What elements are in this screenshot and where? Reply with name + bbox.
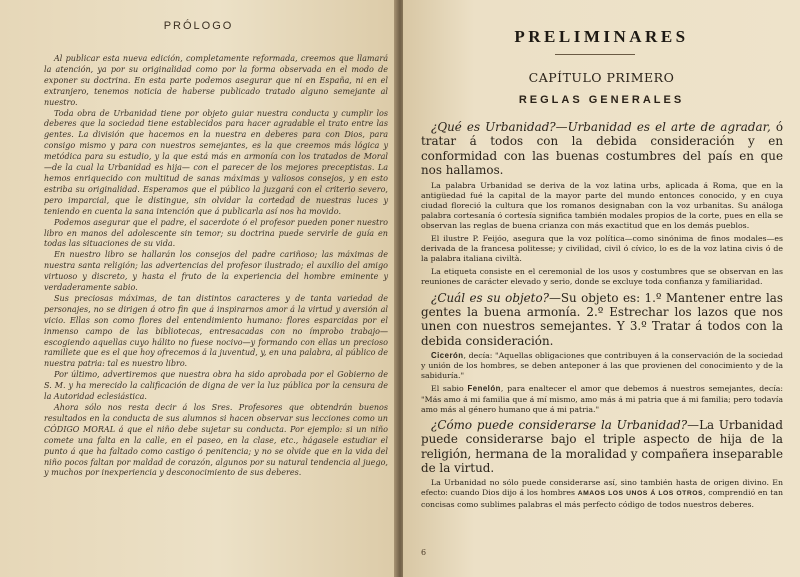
prologue-paragraph: Sus preciosas máximas, de tan distintos caracteres y de tanta variedad de personajes, no se dirigen á otro fin que á inspirarnos amor á la virtud y aversión al vicio. Ellas son como flores del entendimiento humano: flores esparcidas por el inmenso campo de las bibliotecas, entresacadas con no ímprobo trabajo—escogiendo aquellas cuyo hálito no fuese nocivo—y formando con ellas un precioso ramillete que es el que hoy ofrecemos á la juventud, y, en una palabra, al público de nuestra patria: tal es nuestro libro. — [44, 293, 388, 369]
question-text: ¿Cómo puede considerarse la Urbanidad?— — [431, 417, 700, 432]
note-paragraph — [421, 478, 783, 509]
right-page — [403, 0, 800, 577]
author-name: Fenelón — [467, 384, 501, 394]
author-name: Cicerón — [431, 351, 464, 361]
note-text: La Urbanidad no sólo puede considerarse así, sino también hasta de origen divino. En efecto: cuando Dios dijo á los hombres — [421, 478, 783, 498]
question-considerarse — [421, 418, 783, 476]
quote-text: , decía: "Aquellas obligaciones que contribuyen á la conservación de la sociedad y unión de los hombres, se deben anteponer á las que provienen del conocimiento y de la sabiduría." — [421, 351, 783, 381]
quote-text: , para enaltecer el amor que debemos á nuestros semejantes, decía: "Más amo á mi familia que á mí mismo, amo más á mi patria que á mi familia; pero todavía amo más al género humano que á mi patria." — [421, 384, 783, 414]
question-text: ¿Qué es Urbanidad?—Urbanidad es el arte de agradar, — [431, 120, 771, 134]
chapter-heading: CAPÍTULO PRIMERO — [528, 70, 675, 85]
title-rule — [555, 54, 635, 55]
prologue-paragraph: Podemos asegurar que el padre, el sacerdote ó el profesor pueden poner nuestro libro en manos del adolescente sin temor; su doctrina puede servirle de guía en todas las situaciones de su vida. — [44, 217, 388, 249]
quote-paragraph — [421, 351, 783, 381]
question-urbanidad — [421, 120, 783, 178]
prologue-paragraph: Por último, advertiremos que nuestra obra ha sido aprobada por el Gobierno de S. M. y ha merecido la calificación de digna de ver la luz pública por la censura de la Autoridad eclesiástica. — [44, 370, 388, 402]
prologue-body — [44, 54, 388, 479]
preliminares-title: PRELIMINARES — [514, 27, 689, 46]
question-text: ¿Cuál es su objeto?— — [431, 290, 561, 305]
chapter-body — [421, 120, 783, 513]
left-page — [0, 0, 397, 577]
question-objeto — [421, 291, 783, 349]
prologue-paragraph: Ahora sólo nos resta decir á los Sres. Profesores que obtendrán buenos resultados en la conducta de sus alumnos si hacen observar sus lecciones como un CÓDIGO MORAL á que el niño debe sujetar su conducta. Por ejemplo: si un niño comete una falta en la calle, en el paseo, en la clase, etc., hágasele estudiar el punto á que ha faltado como castigo ó penitencia; y no se olvide que en la vida del niño pocos faltan por maldad de corazón, algunos por su natural tendencia al juego, y muchos por inexperiencia y desconocimiento de sus deberes. — [44, 403, 388, 478]
prologue-paragraph: Toda obra de Urbanidad tiene por objeto guiar nuestra conducta y cumplir los deberes que la sociedad tiene establecidos para hacer agradable el trato entre las gentes. La división que hacemos en la nuestra en deberes para con Dios, para consigo mismo y para con nuestros semejantes, es la que creemos más lógica y metódica para su estudio, y la que está más en armonía con los tratados de Moral —de la cual la Urbanidad es hija— con el parecer de los mejores preceptistas. La hemos enriquecido con multitud de sanas máximas y valiosos consejos, y en esto estriba su originalidad. Esperamos que el público la juzgará con el criterio severo, pero imparcial, que le distingue, sin olvidar la cortedad de nuestras luces y teniendo en cuenta la sana intención que á publicarla así nos ha movido. — [44, 108, 388, 216]
prologue-paragraph: Al publicar esta nueva edición, completamente reformada, creemos que llamará la atención, ya por su originalidad como por la forma observada en el modo de exponer su doctrina. En esta parte podemos asegurar que ni en España, ni en el extranjero, tenemos noticia de haberse publicado tratado alguno semejante al nuestro. — [44, 54, 388, 107]
quote-lead: El sabio — [431, 384, 468, 394]
emphasis-smallcaps: AMAOS LOS UNOS Á LOS OTROS — [577, 490, 704, 498]
answer-text: ó tratar á todos con la debida consideración y en conformidad con las buenas costumbres del país en que nos hallamos. — [421, 120, 783, 178]
page-mark: 6 — [421, 548, 427, 557]
quote-paragraph — [421, 384, 783, 414]
chapter-subtitle: REGLAS GENERALES — [518, 94, 685, 106]
note-text: , comprendió en tan concisas como sublimes palabras el más perfecto código de todos nuestros deberes. — [421, 488, 783, 509]
answer-text: La Urbanidad puede considerarse bajo el triple aspecto de hija de la religión, hermana de la moralidad y compañera inseparable de la virtud. — [421, 417, 783, 475]
prologue-title: PRÓLOGO — [163, 20, 234, 32]
answer-text: Su objeto es: 1.º Mantener entre las gentes la buena armonía. 2.º Estrechar los lazos que nos unen con nuestros semejantes. Y 3.º Tratar á todos con la debida consideración. — [421, 290, 783, 348]
note-paragraph: El ilustre P. Feijóo, asegura que la voz política—como sinónima de finos modales—es derivada de la francesa politesse; y civilidad, civil ó cívico, lo es de la voz latina civis ó de la palabra italiana civiltà. — [421, 234, 783, 264]
note-paragraph: La etiqueta consiste en el ceremonial de los usos y costumbres que se observan en las reuniones de carácter elevado y serio, donde se excluye toda confianza y familiaridad. — [421, 267, 783, 287]
prologue-paragraph: En nuestro libro se hallarán los consejos del padre cariñoso; las máximas de nuestra santa religión; las advertencias del profesor ilustrado; el auxilio del amigo virtuoso y discreto, y hasta el fruto de la experiencia del hombre eminente y verdaderamente sabio. — [44, 250, 388, 293]
note-paragraph: La palabra Urbanidad se deriva de la voz latina urbs, aplicada á Roma, que en la antigüedad fué la capital de la mayor parte del mundo entonces conocido, y en cuya ciudad floreció la cultura que los romanos designaban con la voz urbanitas. Su análoga palabra cortesanía ó cortesía significa también modales propios de la corte, pues en ella se observan las reglas de buena crianza con más exactitud que en los demás pueblos. — [421, 180, 783, 230]
